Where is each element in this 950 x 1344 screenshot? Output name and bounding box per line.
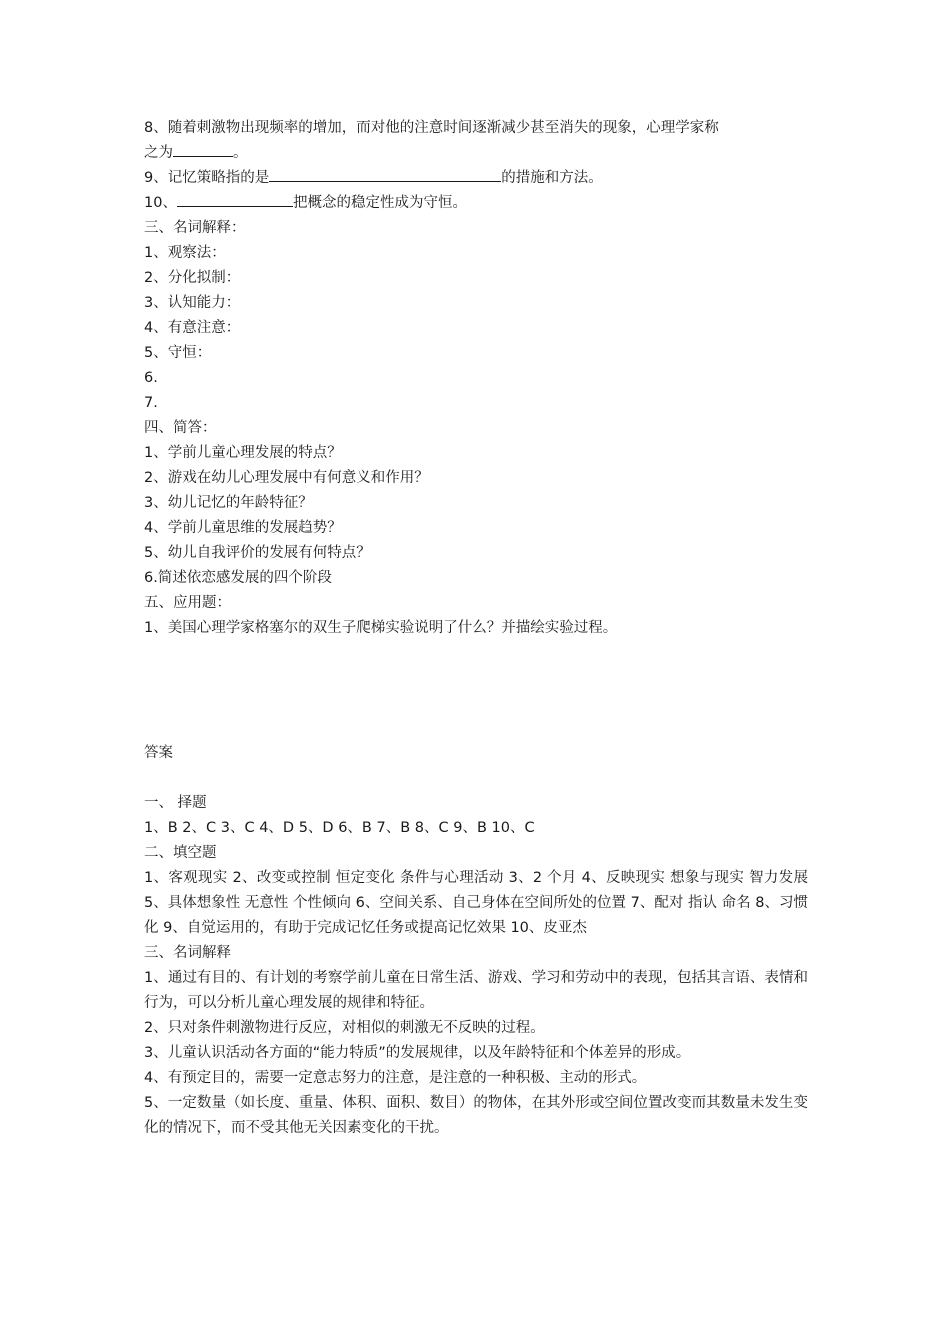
answers-terms-item: 5、一定数量（如长度、重量、体积、面积、数目）的物体，在其外形或空间位置改变而其数量未发生变化的情况下，而不受其他无关因素变化的干扰。 <box>144 1095 808 1136</box>
answers-fill-text: 1、客观现实 2、改变或控制 恒定变化 条件与心理活动 3、2 个月 4、反映现实 想象与现实 智力发展 5、具体想象性 无意性 个性倾向 6、空间关系、自己身体在空间所处的位置 7、配对 指认 命名 8、习惯化 9、自觉运用的，有助于完成记忆任务或提高记忆效果 10、皮亚杰 <box>144 870 808 936</box>
q8-suffix: 。 <box>233 145 248 161</box>
answers-terms-heading: 三、名词解释 <box>144 945 231 961</box>
terms-item: 3、认知能力： <box>144 295 241 311</box>
q8-blank <box>173 141 233 157</box>
short-answer-item: 1、学前儿童心理发展的特点？ <box>144 445 342 461</box>
q8-prefix: 之为 <box>144 145 173 161</box>
fill-blank-q8-line1: 8、随着刺激物出现频率的增加，而对他的注意时间逐渐减少甚至消失的现象，心理学家称 <box>144 120 719 136</box>
answers-terms-item: 1、通过有目的、有计划的考察学前儿童在日常生活、游戏、学习和劳动中的表现，包括其言语、表情和行为，可以分析儿童心理发展的规律和特征。 <box>144 970 808 1011</box>
answers-terms-item: 3、儿童认识活动各方面的“能力特质”的发展规律，以及年龄特征和个体差异的形成。 <box>144 1045 691 1061</box>
fill-blank-q8-line2 <box>144 141 808 166</box>
q10-suffix: 把概念的稳定性成为守恒。 <box>292 195 467 211</box>
short-answer-item: 3、幼儿记忆的年龄特征？ <box>144 495 313 511</box>
spacer <box>144 641 808 741</box>
q9-suffix: 的措施和方法。 <box>501 170 603 186</box>
q10-prefix: 10、 <box>144 195 177 211</box>
short-answer-item: 4、学前儿童思维的发展趋势？ <box>144 520 342 536</box>
terms-heading: 三、名词解释： <box>144 220 246 236</box>
terms-item: 2、分化拟制： <box>144 270 241 286</box>
application-item: 1、美国心理学家格塞尔的双生子爬梯实验说明了什么？并描绘实验过程。 <box>144 620 618 636</box>
spacer <box>144 766 808 791</box>
q10-blank <box>177 191 293 207</box>
q9-prefix: 9、记忆策略指的是 <box>144 170 270 186</box>
terms-item: 7. <box>144 395 158 411</box>
answers-fill-heading: 二、填空题 <box>144 845 217 861</box>
answers-choice-heading: 一、 择题 <box>144 795 207 811</box>
application-heading: 五、应用题： <box>144 595 231 611</box>
short-answer-item: 6.简述依恋感发展的四个阶段 <box>144 570 332 586</box>
terms-item: 6. <box>144 370 158 386</box>
answers-title: 答案 <box>144 745 173 761</box>
document-page <box>144 116 808 1141</box>
fill-blank-q10 <box>144 191 808 216</box>
terms-item: 5、守恒： <box>144 345 212 361</box>
answers-choice-line: 1、B 2、C 3、C 4、D 5、D 6、B 7、B 8、C 9、B 10、C <box>144 820 535 836</box>
terms-item: 4、有意注意： <box>144 320 241 336</box>
short-answer-item: 5、幼儿自我评价的发展有何特点？ <box>144 545 371 561</box>
fill-blank-q9 <box>144 166 808 191</box>
q9-blank <box>269 166 501 182</box>
answers-terms-item: 2、只对条件刺激物进行反应，对相似的刺激无不反映的过程。 <box>144 1020 545 1036</box>
terms-item: 1、观察法： <box>144 245 226 261</box>
short-answer-item: 2、游戏在幼儿心理发展中有何意义和作用？ <box>144 470 429 486</box>
answers-terms-item: 4、有预定目的，需要一定意志努力的注意，是注意的一种积极、主动的形式。 <box>144 1070 647 1086</box>
short-answer-heading: 四、简答： <box>144 420 217 436</box>
